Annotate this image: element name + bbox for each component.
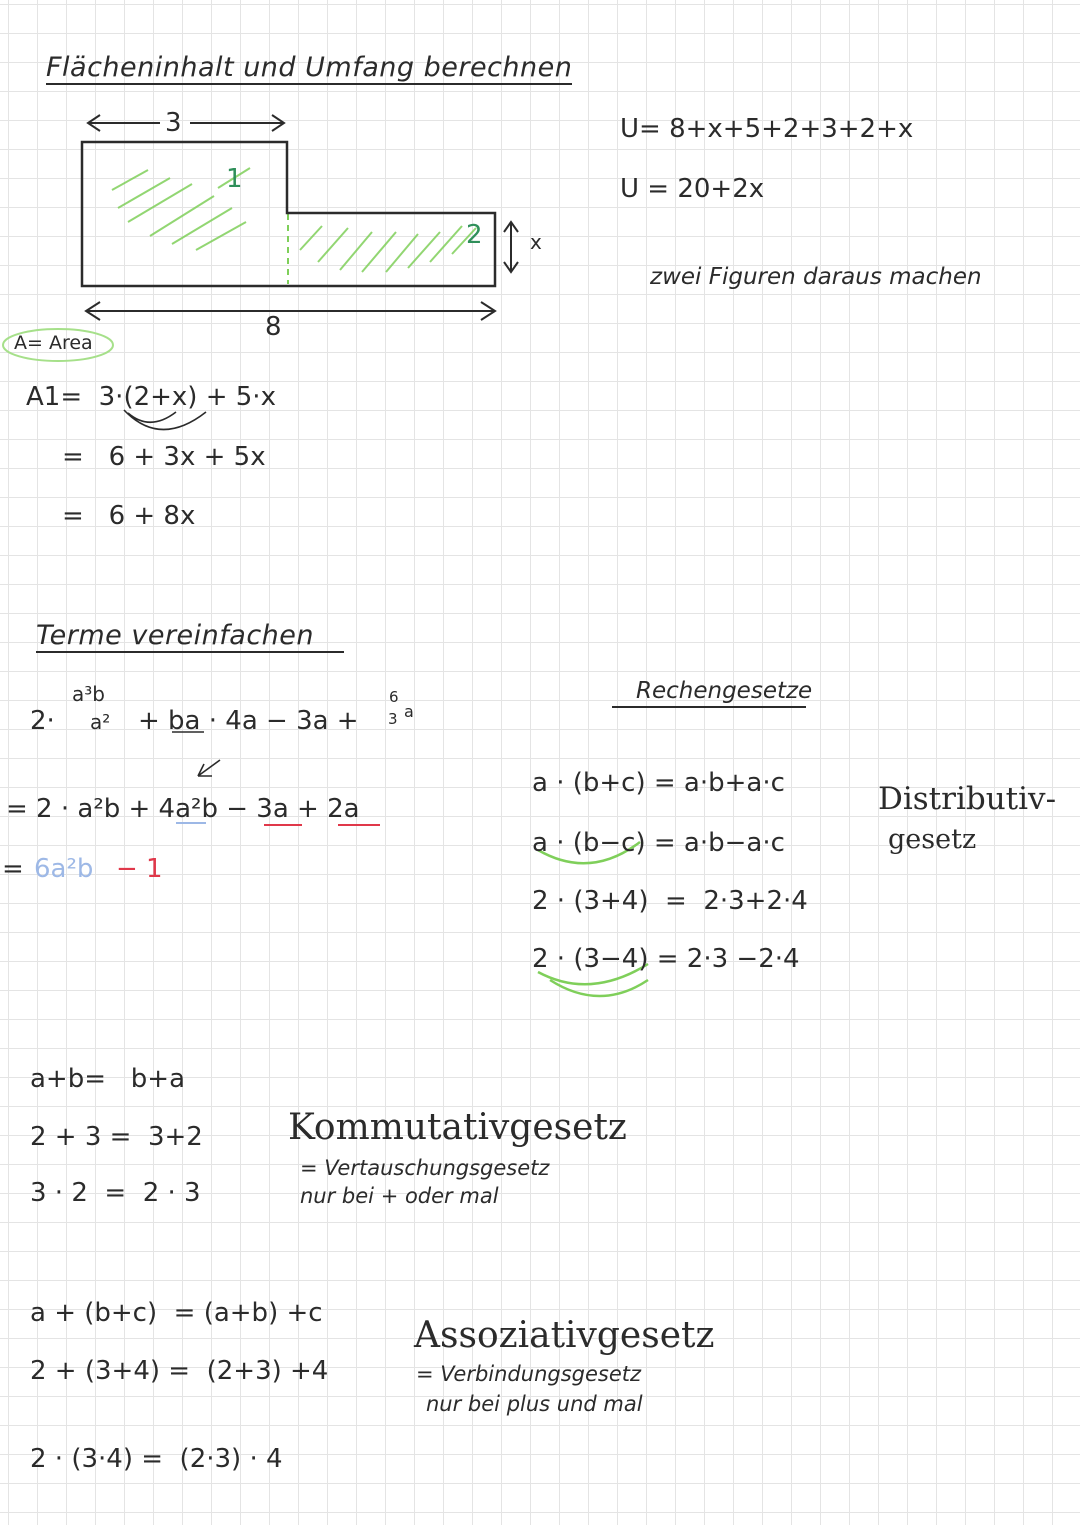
region-label-2: 2 xyxy=(466,220,483,250)
distributive-label-2: gesetz xyxy=(888,824,977,855)
simplify-arrow xyxy=(198,760,220,776)
associative-sub-2: nur bei plus und mal xyxy=(426,1392,643,1416)
commutative-sub-1: = Vertauschungsgesetz xyxy=(300,1156,550,1180)
section-title-area: Flächeninhalt und Umfang berechnen xyxy=(46,52,573,83)
rechengesetze-title: Rechengesetze xyxy=(636,678,813,704)
distributive-line-4: 2 · (3−4) = 2·3 −2·4 xyxy=(532,944,800,974)
associative-sub-1: = Verbindungsgesetz xyxy=(416,1362,642,1386)
commutative-name: Kommutativgesetz xyxy=(288,1107,627,1148)
area-line-2: = 6 + 3x + 5x xyxy=(62,442,266,472)
simplify-line-2: = 2 · a²b + 4a²b − 3a + 2a xyxy=(6,794,360,824)
frac2-num: 6 xyxy=(389,688,399,706)
arrow-height xyxy=(504,222,518,272)
arrow-bottom xyxy=(86,302,495,320)
frac2-den: 3 xyxy=(388,710,398,728)
commutative-line-2: 2 + 3 = 3+2 xyxy=(30,1122,203,1152)
dim-label-bottom: 8 xyxy=(265,312,282,342)
simplify-line-3-b: − 1 xyxy=(116,854,163,884)
distribute-arrows xyxy=(124,410,206,430)
figure-note: zwei Figuren daraus machen xyxy=(650,264,982,290)
associative-name: Assoziativgesetz xyxy=(414,1315,715,1356)
dim-label-top: 3 xyxy=(165,108,182,138)
area-tag: A= Area xyxy=(14,332,93,354)
expr-prefix: 2· xyxy=(30,706,55,736)
simplify-line-3-a: 6a²b xyxy=(34,854,94,884)
frac1-num: a³b xyxy=(72,682,105,706)
area-line-1: A1= 3·(2+x) + 5·x xyxy=(26,382,276,412)
associative-line-3: 2 · (3·4) = (2·3) · 4 xyxy=(30,1444,283,1474)
expr-rest: + ba · 4a − 3a + xyxy=(138,706,359,736)
frac2-var: a xyxy=(404,702,414,721)
region-label-1: 1 xyxy=(226,164,243,194)
commutative-sub-2: nur bei + oder mal xyxy=(300,1184,499,1208)
distributive-line-1: a · (b+c) = a·b+a·c xyxy=(532,768,785,798)
arrow-top xyxy=(88,115,284,131)
distributive-label-1: Distributiv- xyxy=(878,781,1057,817)
area-line-3: = 6 + 8x xyxy=(62,501,196,531)
perimeter-line-1: U= 8+x+5+2+3+2+x xyxy=(620,114,914,144)
perimeter-line-2: U = 20+2x xyxy=(620,174,765,204)
associative-line-1: a + (b+c) = (a+b) +c xyxy=(30,1298,323,1328)
section-title-terms: Terme vereinfachen xyxy=(36,622,344,653)
simplify-line-3-eq: = xyxy=(2,854,24,884)
l-shape-outline xyxy=(82,142,495,286)
distributive-line-2: a · (b−c) = a·b−a·c xyxy=(532,828,785,858)
height-label: x xyxy=(530,230,542,254)
commutative-line-3: 3 · 2 = 2 · 3 xyxy=(30,1178,201,1208)
commutative-line-1: a+b= b+a xyxy=(30,1064,186,1094)
hatch-right xyxy=(300,226,476,272)
frac1-den: a² xyxy=(90,710,111,734)
associative-line-2: 2 + (3+4) = (2+3) +4 xyxy=(30,1356,329,1386)
distributive-line-3: 2 · (3+4) = 2·3+2·4 xyxy=(532,886,808,916)
